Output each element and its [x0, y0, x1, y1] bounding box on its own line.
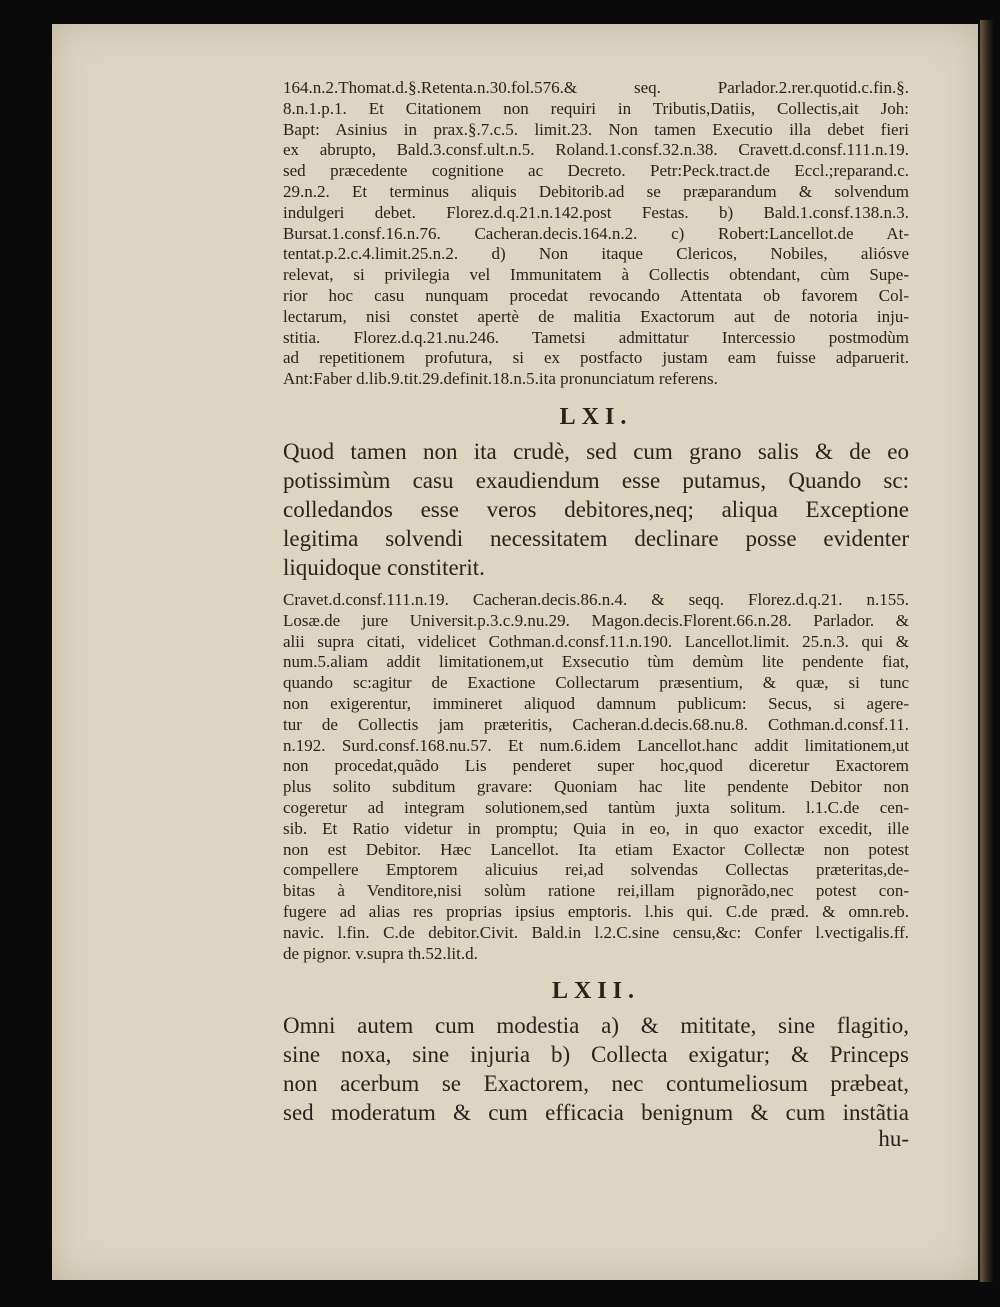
- text-line: 164.n.2.Thomat.d.§.Retenta.n.30.fol.576.& seq. Parlador.2.rer.quotid.c.fin.§.: [283, 78, 909, 97]
- text-line: non exigerentur, immineret aliquod damnum publicum: Secus, si agere-: [283, 693, 909, 713]
- text-line: tentat.p.2.c.4.limit.25.n.2. d) Non itaque Clericos, Nobiles, aliósve: [283, 244, 909, 264]
- thesis-lxi-text: [283, 437, 909, 582]
- text-line: indulgeri debet. Florez.d.q.21.n.142.post Festas. b) Bald.1.consf.138.n.3.: [283, 202, 909, 222]
- text-line: quando sc:agitur de Exactione Collectarum præsentium, & quæ, si tunc: [283, 673, 909, 693]
- text-line: potissimùm casu exaudiendum esse putamus, Quando sc:: [283, 467, 909, 493]
- text-line: bitas à Venditore,nisi solùm ratione rei,illam pignorãdo,nec potest con-: [283, 881, 909, 901]
- text-line: legitima solvendi necessitatem declinare posse evidenter: [283, 525, 909, 551]
- footnote-block-top: [283, 78, 909, 390]
- text-line: alii supra citati, videlicet Cothman.d.consf.11.n.190. Lancellot.limit. 25.n.3. qui &: [283, 631, 909, 651]
- text-line: Omni autem cum modestia a) & mititate, sine flagitio,: [283, 1013, 909, 1039]
- text-line: num.5.aliam addit limitationem,ut Exsecutio tùm demùm lite pendente fiat,: [283, 652, 909, 672]
- text-line: lectarum, nisi constet apertè de malitia Exactorum aut de notoria inju-: [283, 306, 909, 326]
- text-line: ad repetitionem profutura, si ex postfacto justam eam fuisse adparuerit.: [283, 348, 909, 368]
- text-line: non est Debitor. Hæc Lancellot. Ita etiam Exactor Collectæ non potest: [283, 839, 909, 859]
- text-line: Bapt: Asinius in prax.§.7.c.5. limit.23. Non tamen Executio illa debet fieri: [283, 119, 909, 139]
- text-line: stitia. Florez.d.q.21.nu.246. Tametsi admittatur Intercessio postmodùm: [283, 327, 909, 347]
- text-line: sed moderatum & cum efficacia benignum & cum instãtia: [283, 1100, 909, 1126]
- text-line: Quod tamen non ita crudè, sed cum grano salis & de eo: [283, 438, 909, 464]
- text-line: rior hoc casu nunquam procedat revocando Attentata ob favorem Col-: [283, 285, 909, 305]
- text-line: relevat, si privilegia vel Immunitatem à Collectis obtendant, cùm Supe-: [283, 265, 909, 285]
- text-line: navic. l.fin. C.de debitor.Civit. Bald.in l.2.C.sine censu,&c: Confer l.vectigalis.ff.: [283, 922, 909, 942]
- text-line: colledandos esse veros debitores,neq; aliqua Exceptione: [283, 496, 909, 522]
- text-line: n.192. Surd.consf.168.nu.57. Et num.6.idem Lancellot.hanc addit limitationem,ut: [283, 735, 909, 755]
- text-line: 8.n.1.p.1. Et Citationem non requiri in Tributis,Datiis, Collectis,ait Joh:: [283, 98, 909, 118]
- text-line: Losæ.de jure Universit.p.3.c.9.nu.29. Magon.decis.Florent.66.n.28. Parlador. &: [283, 610, 909, 630]
- text-line: 29.n.2. Et terminus aliquis Debitorib.ad se præparandum & solvendum: [283, 181, 909, 201]
- text-line: Cravet.d.consf.111.n.19. Cacheran.decis.86.n.4. & seqq. Florez.d.q.21. n.155.: [283, 589, 909, 609]
- section-heading-lxi: LXI.: [559, 403, 633, 430]
- text-line: de pignor. v.supra th.52.lit.d.: [283, 943, 478, 963]
- catchword: hu-: [878, 1126, 909, 1152]
- text-line: Bursat.1.consf.16.n.76. Cacheran.decis.164.n.2. c) Robert:Lancellot.de At-: [283, 223, 909, 243]
- text-line: non acerbum se Exactorem, nec contumeliosum præbeat,: [283, 1071, 909, 1097]
- text-line: sine noxa, sine injuria b) Collecta exigatur; & Princeps: [283, 1042, 909, 1068]
- page-edge: [980, 20, 994, 1282]
- text-line: fugere ad alias res proprias ipsius emptoris. l.his qui. C.de præd. & omn.reb.: [283, 901, 909, 921]
- text-line: plus solito subditum gravare: Quoniam hac lite pendente Debitor non: [283, 777, 909, 797]
- text-line: compellere Emptorem alicuius rei,ad solvendas Collectas prætеritas,de-: [283, 860, 909, 880]
- text-line: ex abrupto, Bald.3.consf.ult.n.5. Roland.1.consf.32.n.38. Cravett.d.consf.111.n.19.: [283, 140, 909, 160]
- section-heading-lxii: LXII.: [551, 978, 641, 1005]
- text-line: Ant:Faber d.lib.9.tit.29.definit.18.n.5.ita pronunciatum referens.: [283, 369, 718, 389]
- text-line: sed præcedente cognitione ac Decreto. Petr:Peck.tract.de Eccl.;reparand.c.: [283, 161, 909, 181]
- thesis-lxii-text: [283, 1011, 909, 1127]
- text-line: sib. Et Ratio videtur in promptu; Quia in eo, in quo exactor excedit, ille: [283, 818, 909, 838]
- page-text: [283, 78, 909, 1151]
- text-line: cogeretur ad integram solutionem,sed tantùm juxta solitum. l.1.C.de cen-: [283, 797, 909, 817]
- text-line: tur de Collectis jam præteritis, Cacheran.d.decis.68.nu.8. Cothman.d.consf.11.: [283, 714, 909, 734]
- footnote-block-lxi: [283, 590, 909, 964]
- text-line: non procedat,quãdo Lis penderet super hoc,quod diceretur Exactorem: [283, 756, 909, 776]
- text-line: liquidoque constiterit.: [283, 554, 485, 580]
